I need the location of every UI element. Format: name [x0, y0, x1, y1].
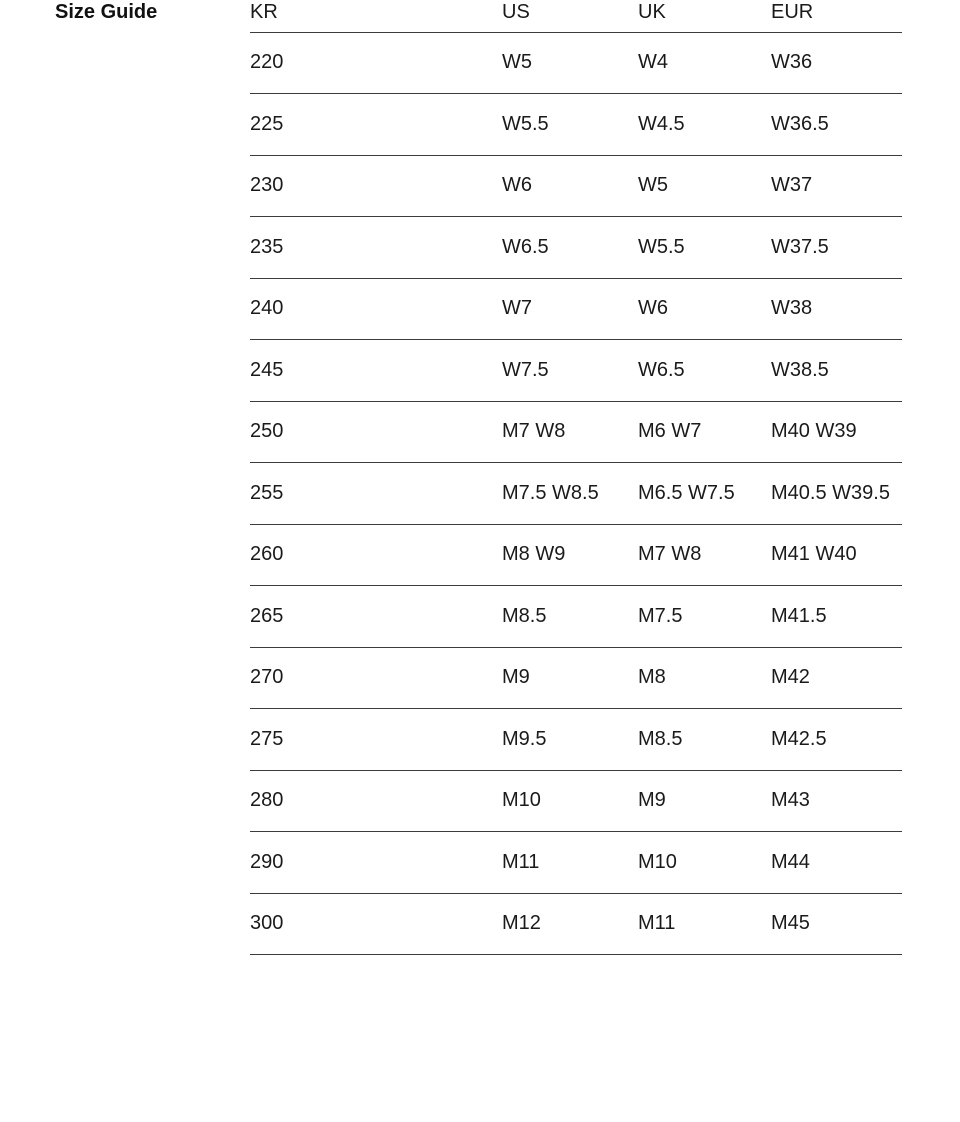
cell-eur: M45 [771, 893, 902, 955]
cell-uk: W4 [638, 32, 771, 94]
table-header-row [250, 0, 902, 32]
cell-eur: M41 W40 [771, 524, 902, 586]
table-row [250, 770, 902, 832]
cell-uk: W5 [638, 155, 771, 217]
cell-us: W6 [502, 155, 638, 217]
cell-eur: W38.5 [771, 340, 902, 402]
cell-us: M8.5 [502, 586, 638, 648]
cell-uk: M8.5 [638, 709, 771, 771]
table-row [250, 217, 902, 279]
cell-us: M9.5 [502, 709, 638, 771]
cell-eur: M40.5 W39.5 [771, 463, 902, 525]
cell-kr: 275 [250, 709, 502, 771]
cell-us: W7 [502, 278, 638, 340]
table-row [250, 463, 902, 525]
cell-kr: 240 [250, 278, 502, 340]
cell-uk: M7 W8 [638, 524, 771, 586]
cell-kr: 250 [250, 401, 502, 463]
cell-kr: 245 [250, 340, 502, 402]
cell-us: M12 [502, 893, 638, 955]
column-header-kr: KR [250, 0, 502, 32]
cell-eur: W36.5 [771, 94, 902, 156]
cell-eur: W36 [771, 32, 902, 94]
column-header-eur: EUR [771, 0, 902, 32]
cell-us: M11 [502, 832, 638, 894]
cell-uk: M9 [638, 770, 771, 832]
cell-uk: W6.5 [638, 340, 771, 402]
table-row [250, 32, 902, 94]
table-row [250, 155, 902, 217]
cell-us: M10 [502, 770, 638, 832]
table-body [250, 32, 902, 955]
table-row [250, 647, 902, 709]
cell-us: W5 [502, 32, 638, 94]
cell-us: W7.5 [502, 340, 638, 402]
cell-uk: W5.5 [638, 217, 771, 279]
cell-eur: M42 [771, 647, 902, 709]
table-row [250, 278, 902, 340]
cell-uk: M8 [638, 647, 771, 709]
table-row [250, 524, 902, 586]
cell-uk: M7.5 [638, 586, 771, 648]
table-row [250, 709, 902, 771]
cell-us: W6.5 [502, 217, 638, 279]
table-row [250, 832, 902, 894]
cell-us: M7 W8 [502, 401, 638, 463]
page-title: Size Guide [55, 1, 158, 23]
table-row [250, 893, 902, 955]
cell-kr: 260 [250, 524, 502, 586]
cell-uk: M6.5 W7.5 [638, 463, 771, 525]
cell-kr: 230 [250, 155, 502, 217]
cell-kr: 280 [250, 770, 502, 832]
cell-eur: M42.5 [771, 709, 902, 771]
cell-kr: 255 [250, 463, 502, 525]
cell-eur: W37.5 [771, 217, 902, 279]
table-row [250, 401, 902, 463]
column-header-us: US [502, 0, 638, 32]
cell-us: M8 W9 [502, 524, 638, 586]
cell-uk: M11 [638, 893, 771, 955]
cell-eur: M44 [771, 832, 902, 894]
cell-kr: 265 [250, 586, 502, 648]
cell-eur: M43 [771, 770, 902, 832]
cell-uk: M6 W7 [638, 401, 771, 463]
cell-kr: 300 [250, 893, 502, 955]
cell-uk: W4.5 [638, 94, 771, 156]
cell-kr: 270 [250, 647, 502, 709]
table-row [250, 94, 902, 156]
cell-kr: 290 [250, 832, 502, 894]
cell-uk: M10 [638, 832, 771, 894]
table-row [250, 340, 902, 402]
cell-kr: 235 [250, 217, 502, 279]
cell-us: W5.5 [502, 94, 638, 156]
cell-uk: W6 [638, 278, 771, 340]
size-guide-table [250, 0, 902, 955]
cell-us: M7.5 W8.5 [502, 463, 638, 525]
cell-eur: W38 [771, 278, 902, 340]
cell-us: M9 [502, 647, 638, 709]
cell-eur: M40 W39 [771, 401, 902, 463]
cell-eur: M41.5 [771, 586, 902, 648]
cell-eur: W37 [771, 155, 902, 217]
cell-kr: 220 [250, 32, 502, 94]
table-row [250, 586, 902, 648]
cell-kr: 225 [250, 94, 502, 156]
column-header-uk: UK [638, 0, 771, 32]
